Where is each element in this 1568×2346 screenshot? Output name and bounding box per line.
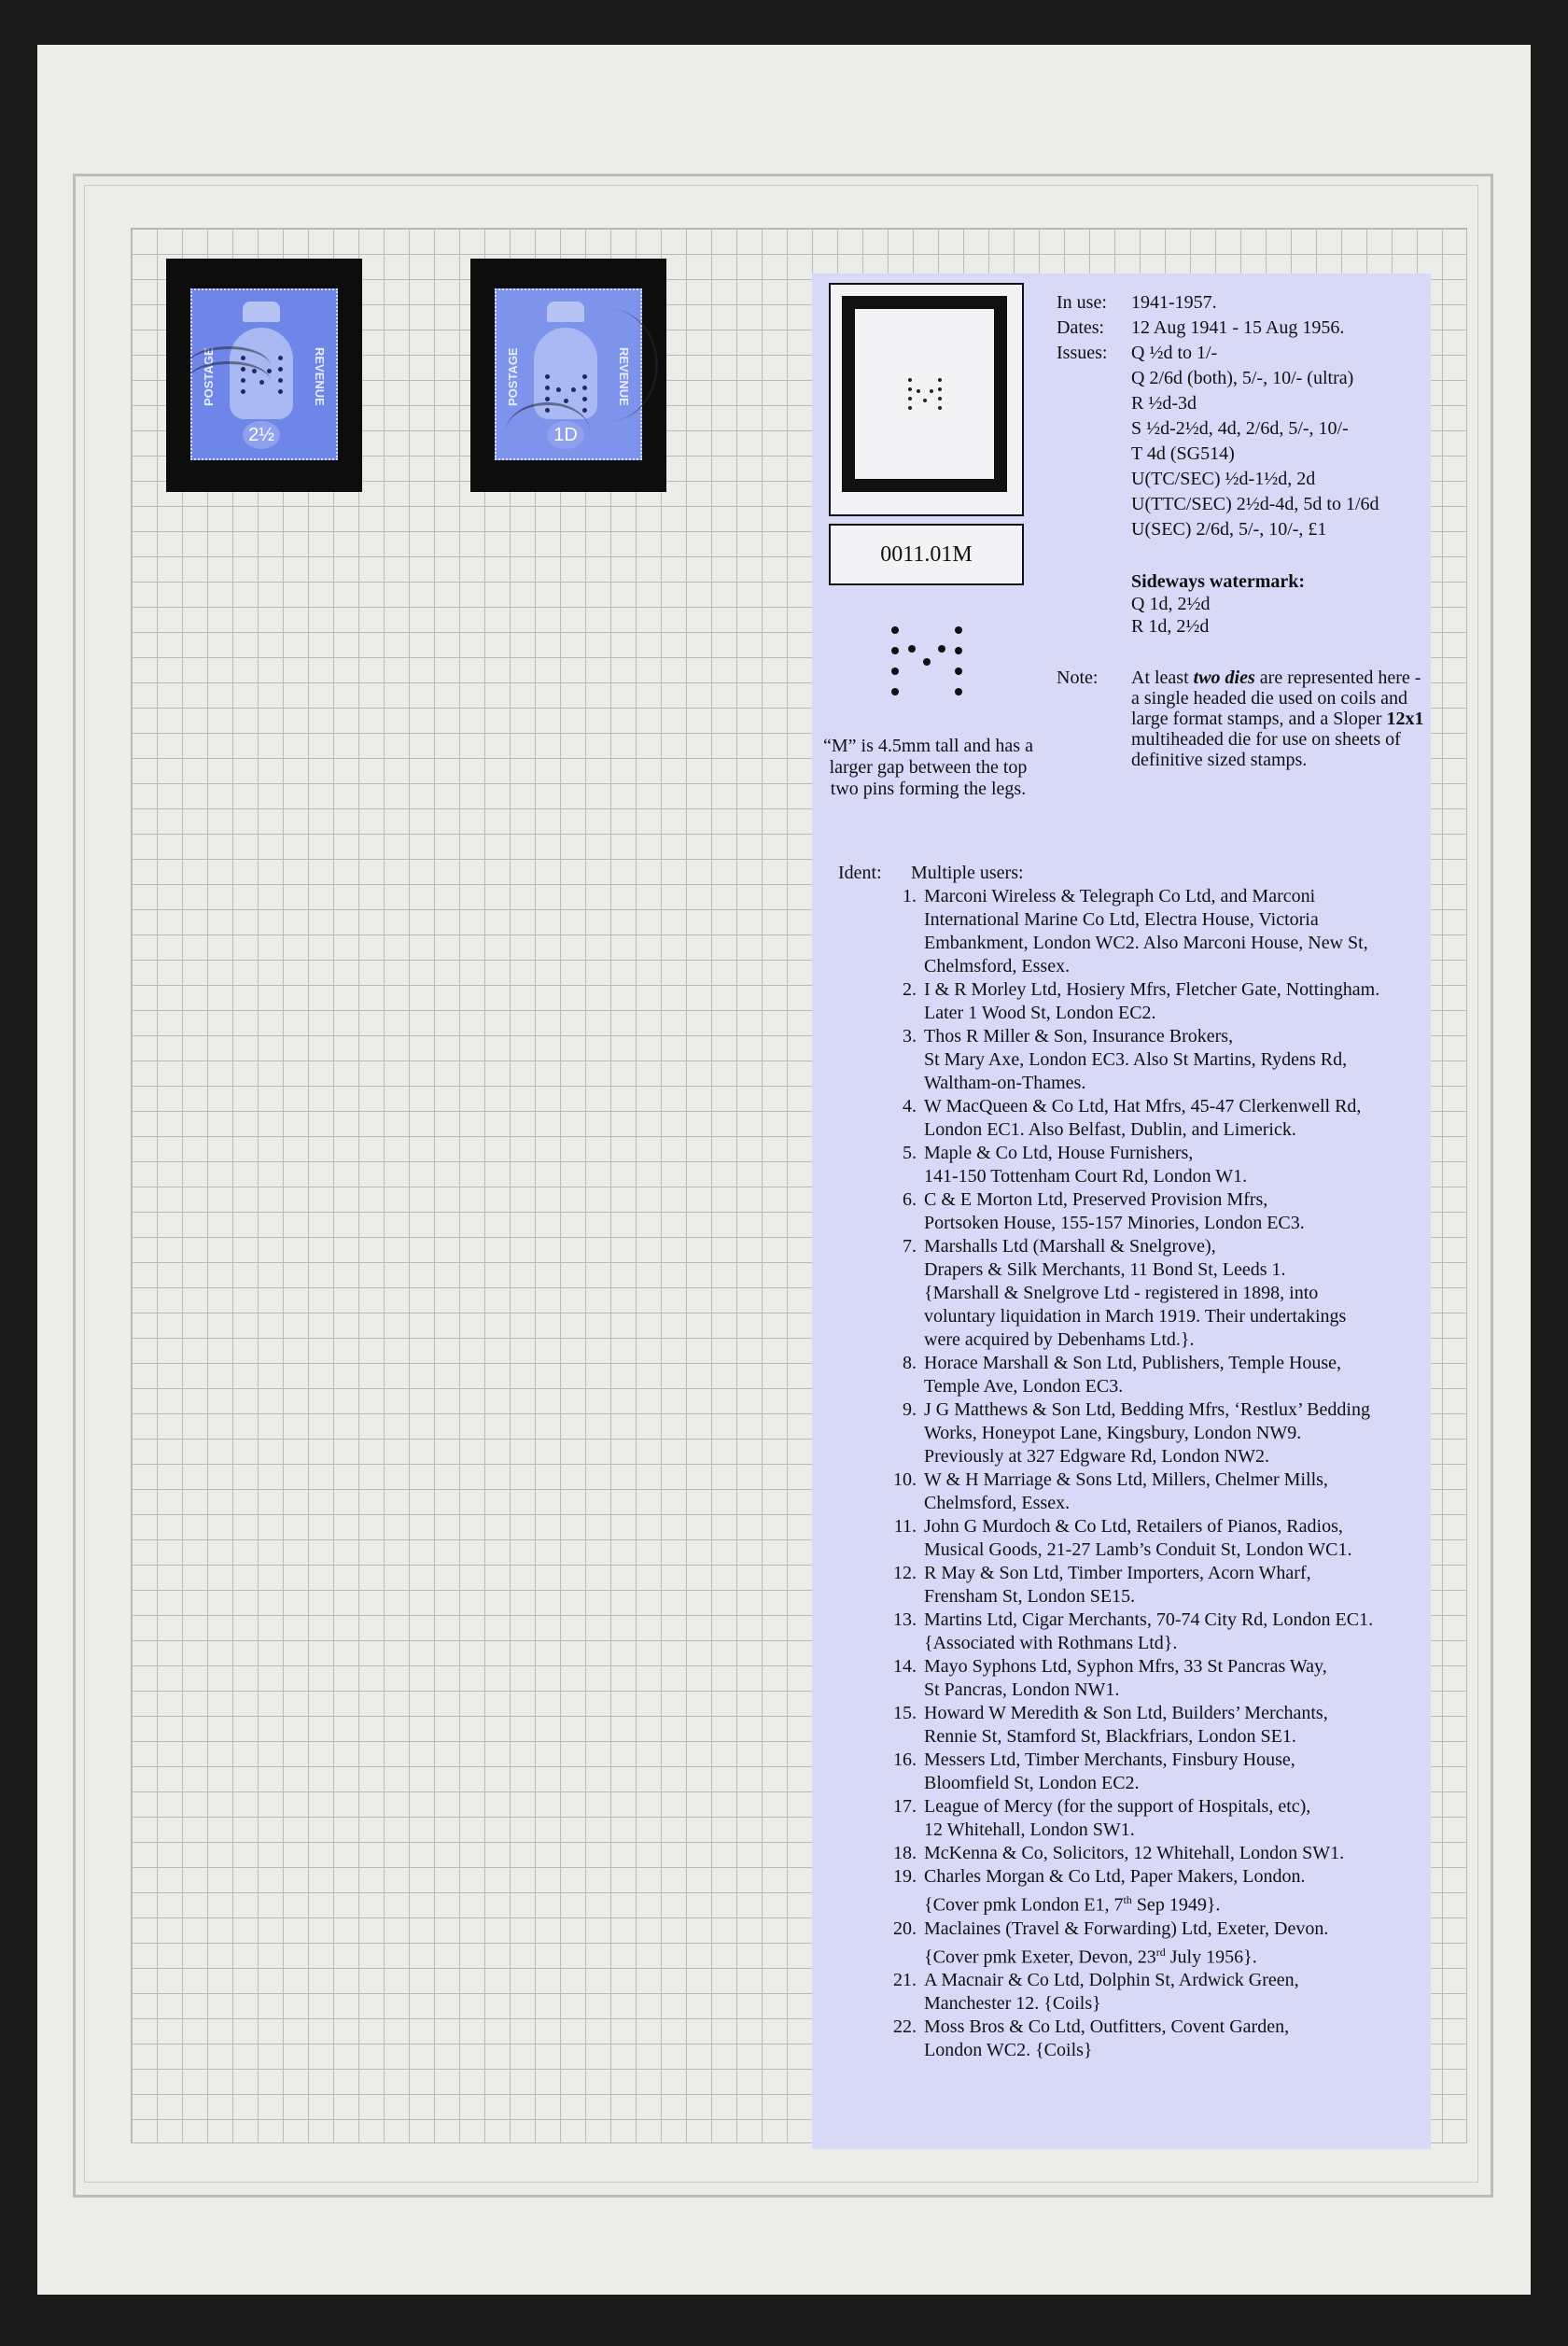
ident-entry-number: 6. (903, 1189, 917, 1210)
ident-entry (838, 1655, 1421, 1702)
stamp-1-left-text: POSTAGE (202, 347, 216, 406)
note-label: Note: (1057, 667, 1099, 688)
ident-entry-line: St Pancras, London NW1. (924, 1679, 1120, 1700)
ident-entry-number: 10. (893, 1469, 917, 1490)
ident-entry-line: Temple Ave, London EC3. (924, 1376, 1124, 1397)
ident-entry-line: 141-150 Tottenham Court Rd, London W1. (924, 1166, 1248, 1187)
ident-entry-line: Howard W Meredith & Son Ltd, Builders’ Merchants, (924, 1703, 1328, 1723)
album-page (37, 45, 1531, 2295)
sideways-watermark (1131, 570, 1421, 638)
ident-entry-number: 4. (903, 1096, 917, 1117)
ident-entry-line: Horace Marshall & Son Ltd, Publishers, Temple House, (924, 1353, 1342, 1373)
die-catalogue-number: 0011.01M (829, 524, 1024, 585)
ident-entry-line: League of Mercy (for the support of Hospitals, etc), (924, 1796, 1311, 1817)
ident-entry-number: 7. (903, 1236, 917, 1257)
dates-label: Dates: (1057, 317, 1105, 338)
issue-line: Q 2/6d (both), 5/-, 10/- (ultra) (1131, 368, 1354, 388)
ident-entry-line: Portsoken House, 155-157 Minories, London EC3. (924, 1213, 1305, 1233)
ident-entry-number: 11. (893, 1516, 917, 1537)
ident-entry-line: W & H Marriage & Sons Ltd, Millers, Chelmer Mills, (924, 1469, 1328, 1490)
ident-entry-line: {Cover pmk Exeter, Devon, 23rd July 1956}. (924, 1945, 1257, 1968)
ident-entry-number: 3. (903, 1026, 917, 1047)
ident-entry-line: London EC1. Also Belfast, Dublin, and Limerick. (924, 1119, 1296, 1140)
ident-entry-line: Mayo Syphons Ltd, Syphon Mfrs, 33 St Pancras Way, (924, 1656, 1327, 1677)
ident-entry-line: Charles Morgan & Co Ltd, Paper Makers, London. (924, 1866, 1306, 1887)
ident-entry-number: 14. (893, 1656, 917, 1677)
ident-entry-line: 12 Whitehall, London SW1. (924, 1819, 1135, 1840)
ident-entry-number: 21. (893, 1970, 917, 1991)
usage-info (1057, 290, 1421, 542)
ident-entry-line: {Cover pmk London E1, 7th Sep 1949}. (924, 1893, 1221, 1916)
ident-entry-line: A Macnair & Co Ltd, Dolphin St, Ardwick Green, (924, 1970, 1299, 1991)
ident-entry-line: Manchester 12. {Coils} (924, 1993, 1101, 2015)
issue-line: R ½d-3d (1131, 393, 1197, 414)
ident-entry (838, 1142, 1421, 1188)
die-m-pattern-icon (908, 378, 945, 415)
ident-entry-line: Waltham-on-Thames. (924, 1073, 1086, 1093)
issue-line: T 4d (SG514) (1131, 443, 1235, 464)
ident-entry (838, 1749, 1421, 1795)
ident-entry-number: 9. (903, 1399, 917, 1420)
ident-entry (838, 1515, 1421, 1562)
cancellation-mark (187, 361, 271, 401)
ident-entry-line: Embankment, London WC2. Also Marconi House, New St, (924, 933, 1368, 953)
ident-entry-line: McKenna & Co, Solicitors, 12 Whitehall, London SW1. (924, 1843, 1345, 1863)
ident-entry-line: Drapers & Silk Merchants, 11 Bond St, Leeds 1. (924, 1259, 1286, 1280)
ident-entry (838, 1398, 1421, 1468)
m-pattern-caption: “M” is 4.5mm tall and has a larger gap between the top two pins forming the legs. (823, 736, 1033, 799)
ident-entry-line: J G Matthews & Son Ltd, Bedding Mfrs, ‘Restlux’ Bedding (924, 1399, 1370, 1420)
ident-entry-line: Marshalls Ltd (Marshall & Snelgrove), (924, 1236, 1216, 1257)
ident-entry-number: 2. (903, 979, 917, 1000)
ident-entry (838, 1025, 1421, 1095)
ident-entry-line: {Marshall & Snelgrove Ltd - registered in 1898, into (924, 1283, 1319, 1303)
stamp-1[interactable] (190, 288, 338, 460)
cancellation-mark (506, 402, 590, 461)
ident-entry-line: Marconi Wireless & Telegraph Co Ltd, and Marconi (924, 886, 1316, 906)
issues-list (1131, 341, 1421, 542)
ident-label: Ident: (838, 863, 882, 883)
stamp-2-right-text: REVENUE (617, 347, 631, 406)
issue-line: Q ½d to 1/- (1131, 343, 1218, 363)
ident-entry-line: Works, Honeypot Lane, Kingsbury, London NW9. (924, 1423, 1302, 1443)
ident-entry-line: Maclaines (Travel & Forwarding) Ltd, Exeter, Devon. (924, 1918, 1329, 1939)
ident-entry-number: 17. (893, 1796, 917, 1817)
dates-value: 12 Aug 1941 - 15 Aug 1956. (1131, 317, 1345, 338)
in-use-label: In use: (1057, 292, 1107, 313)
ident-entry (838, 1095, 1421, 1142)
ident-intro: Multiple users: (911, 863, 1024, 883)
ident-entry-number: 15. (893, 1703, 917, 1723)
stamp-2-left-text: POSTAGE (506, 347, 520, 406)
stamp-1-value: 2½ (243, 421, 280, 449)
ident-entry-line: Bloomfield St, London EC2. (924, 1773, 1140, 1793)
ident-entry (838, 885, 1421, 978)
stamp-mount-2 (470, 259, 666, 492)
ident-entry-line: Thos R Miller & Son, Insurance Brokers, (924, 1026, 1234, 1047)
ident-entry-line: Frensham St, London SE15. (924, 1586, 1136, 1607)
ident-entry (838, 978, 1421, 1025)
ident-entry-line: I & R Morley Ltd, Hosiery Mfrs, Fletcher Gate, Nottingham. (924, 979, 1380, 1000)
ident-entry (838, 1702, 1421, 1749)
ident-list (838, 885, 1421, 2062)
ident-entry-number: 1. (903, 886, 917, 906)
ident-entry-line: Maple & Co Ltd, House Furnishers, (924, 1143, 1194, 1163)
ident-entry-line: Previously at 327 Edgware Rd, London NW2. (924, 1446, 1269, 1467)
ident-entry-line: Martins Ltd, Cigar Merchants, 70-74 City Rd, London EC1. (924, 1609, 1374, 1630)
issue-line: U(TTC/SEC) 2½d-4d, 5d to 1/6d (1131, 494, 1379, 514)
issue-line: U(TC/SEC) ½d-1½d, 2d (1131, 469, 1316, 489)
crown-icon (243, 302, 280, 322)
issues-label: Issues: (1057, 343, 1108, 363)
note-block (1057, 667, 1430, 770)
stamp-1-right-text: REVENUE (313, 347, 327, 406)
ident-entry-line: Moss Bros & Co Ltd, Outfitters, Covent Garden, (924, 2016, 1290, 2038)
issue-line: S ½d-2½d, 4d, 2/6d, 5/-, 10/- (1131, 418, 1349, 439)
ident-entry (838, 1918, 1421, 1970)
ident-entry-line: St Mary Axe, London EC3. Also St Martins, Rydens Rd, (924, 1049, 1348, 1070)
ident-entry-line: John G Murdoch & Co Ltd, Retailers of Pianos, Radios, (924, 1516, 1343, 1537)
ident-section (838, 862, 1421, 2062)
die-diagram (829, 283, 1024, 516)
ident-entry (838, 1969, 1421, 2016)
ident-entry-number: 22. (893, 2016, 917, 2038)
ident-entry-line: Musical Goods, 21-27 Lamb’s Conduit St, London WC1. (924, 1539, 1352, 1560)
ident-entry-number: 13. (893, 1609, 917, 1630)
ident-entry-line: London WC2. {Coils} (924, 2040, 1093, 2061)
ident-entry (838, 1468, 1421, 1515)
ident-entry-line: R May & Son Ltd, Timber Importers, Acorn Wharf, (924, 1563, 1311, 1583)
ident-entry (838, 1795, 1421, 1842)
sideways-line: Q 1d, 2½d (1131, 594, 1211, 614)
sideways-line: R 1d, 2½d (1131, 616, 1210, 637)
ident-entry-line: {Associated with Rothmans Ltd}. (924, 1633, 1178, 1653)
ident-entry-line: C & E Morton Ltd, Preserved Provision Mfrs, (924, 1189, 1268, 1210)
ident-entry-number: 18. (893, 1843, 917, 1863)
ident-entry-number: 19. (893, 1866, 917, 1887)
ident-entry-line: International Marine Co Ltd, Electra House, Victoria (924, 909, 1319, 930)
ident-entry-line: Later 1 Wood St, London EC2. (924, 1003, 1156, 1023)
stamp-mount-1 (166, 259, 362, 492)
ident-entry-number: 16. (893, 1749, 917, 1770)
stamp-2[interactable] (495, 288, 642, 460)
ident-entry (838, 1842, 1421, 1865)
ident-entry (838, 1562, 1421, 1608)
ident-entry-number: 5. (903, 1143, 917, 1163)
note-text: At least two dies are represented here - a single headed die used on coils and large format stamps, and a Sloper 12x1 multiheaded die for use on sheets of definitive sized stamps. (1131, 667, 1424, 770)
issue-line: U(SEC) 2/6d, 5/-, 10/-, £1 (1131, 519, 1327, 540)
ident-entry-line: W MacQueen & Co Ltd, Hat Mfrs, 45-47 Clerkenwell Rd, (924, 1096, 1362, 1117)
ident-entry-number: 8. (903, 1353, 917, 1373)
ident-entry-line: voluntary liquidation in March 1919. Their undertakings (924, 1306, 1347, 1327)
perfin-description-panel (812, 274, 1431, 2149)
stamp-2-value: 1D (547, 421, 584, 449)
ident-entry (838, 1188, 1421, 1235)
ident-entry-line: Messers Ltd, Timber Merchants, Finsbury House, (924, 1749, 1295, 1770)
cancellation-mark (562, 309, 658, 421)
in-use-value: 1941-1957. (1131, 292, 1217, 313)
ident-entry (838, 1352, 1421, 1398)
ident-entry-line: Rennie St, Stamford St, Blackfriars, London SE1. (924, 1726, 1296, 1747)
ident-entry-line: Chelmsford, Essex. (924, 956, 1071, 976)
ident-entry (838, 1608, 1421, 1655)
ident-entry-number: 20. (893, 1918, 917, 1939)
ident-entry (838, 2016, 1421, 2062)
ident-entry (838, 1235, 1421, 1352)
ident-entry-number: 12. (893, 1563, 917, 1583)
ident-entry-line: were acquired by Debenhams Ltd.}. (924, 1329, 1195, 1350)
ident-entry (838, 1865, 1421, 1918)
sideways-title: Sideways watermark: (1131, 571, 1306, 592)
m-pin-pattern-icon (891, 626, 966, 701)
ident-entry-line: Chelmsford, Essex. (924, 1493, 1071, 1513)
crown-icon (547, 302, 584, 322)
